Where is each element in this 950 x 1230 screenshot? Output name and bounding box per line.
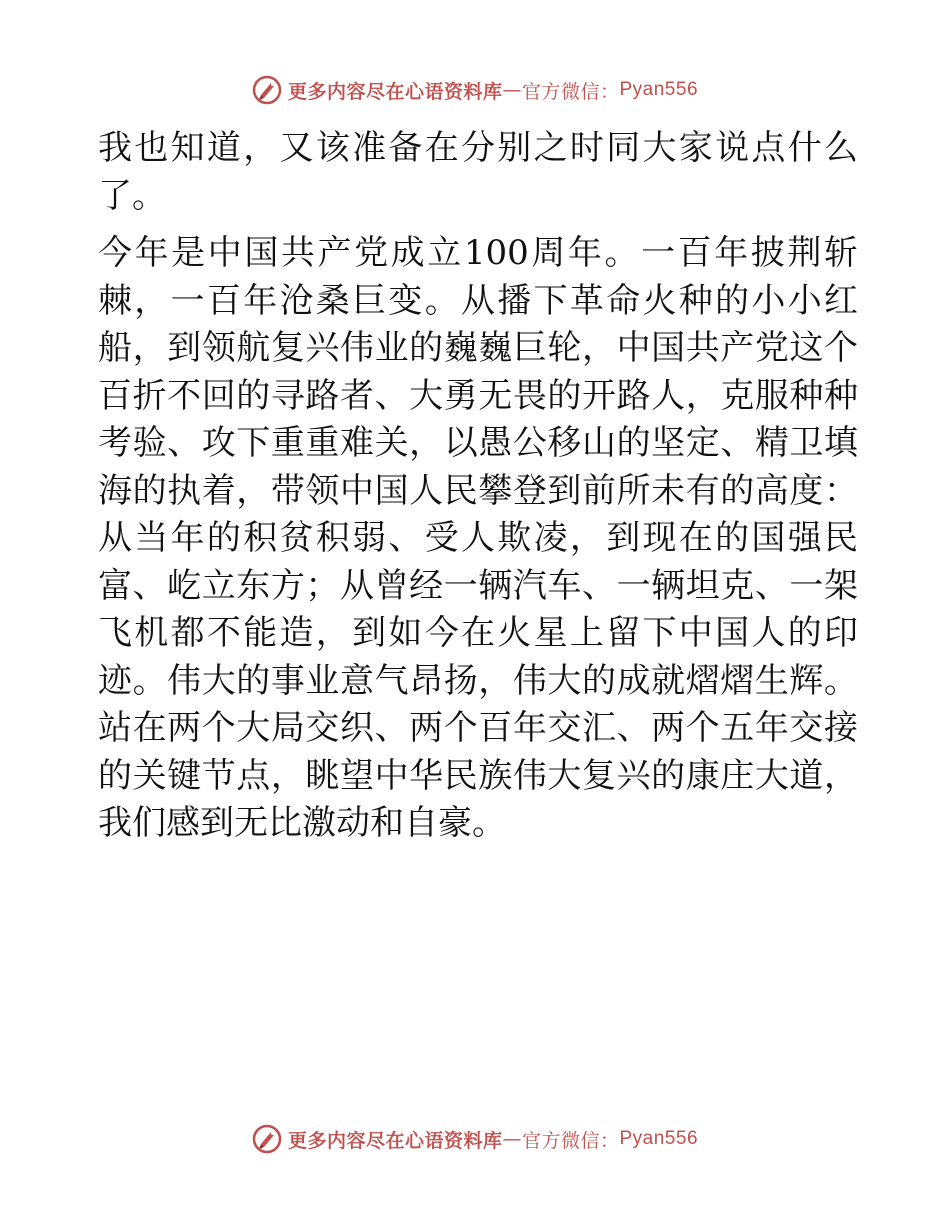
watermark-brand: 更多内容尽在心语资料库 <box>287 1129 503 1152</box>
watermark-separator: — <box>502 79 522 101</box>
watermark-separator: — <box>502 1128 522 1150</box>
footer-watermark <box>0 1121 950 1157</box>
paragraph-1: 我也知道，又该准备在分别之时同大家说点什么了。 <box>98 128 858 216</box>
watermark-official-label: 官方微信： <box>521 1129 620 1152</box>
pen-nib-logo-icon <box>252 1124 282 1154</box>
watermark-account: Pyan556 <box>619 79 699 100</box>
watermark-official-label: 官方微信： <box>521 80 620 103</box>
document-body <box>98 125 858 848</box>
header-watermark <box>0 72 950 108</box>
pen-nib-logo-icon <box>252 75 282 105</box>
paragraph-2: 今年是中国共产党成立100周年。一百年披荆斩棘，一百年沧桑巨变。从播下革命火种的小小红船，到领航复兴伟业的巍巍巨轮，中国共产党这个百折不回的寻路者、大勇无畏的开路人，克服种种考验、攻下重重难关，以愚公移山的坚定、精卫填海的执着，带领中国人民攀登到前所未有的高度：从当年的积贫积弱、受人欺凌，到现在的国强民富、屹立东方；从曾经一辆汽车、一辆坦克、一架飞机都不能造，到如今在火星上留下中国人的印迹。伟大的事业意气昂扬，伟大的成就熠熠生辉。站在两个大局交织、两个百年交汇、两个五年交接的关键节点，眺望中华民族伟大复兴的康庄大道，我们感到无比激动和自豪。 <box>98 233 858 843</box>
watermark-account: Pyan556 <box>619 1128 699 1149</box>
watermark-brand: 更多内容尽在心语资料库 <box>287 80 503 103</box>
